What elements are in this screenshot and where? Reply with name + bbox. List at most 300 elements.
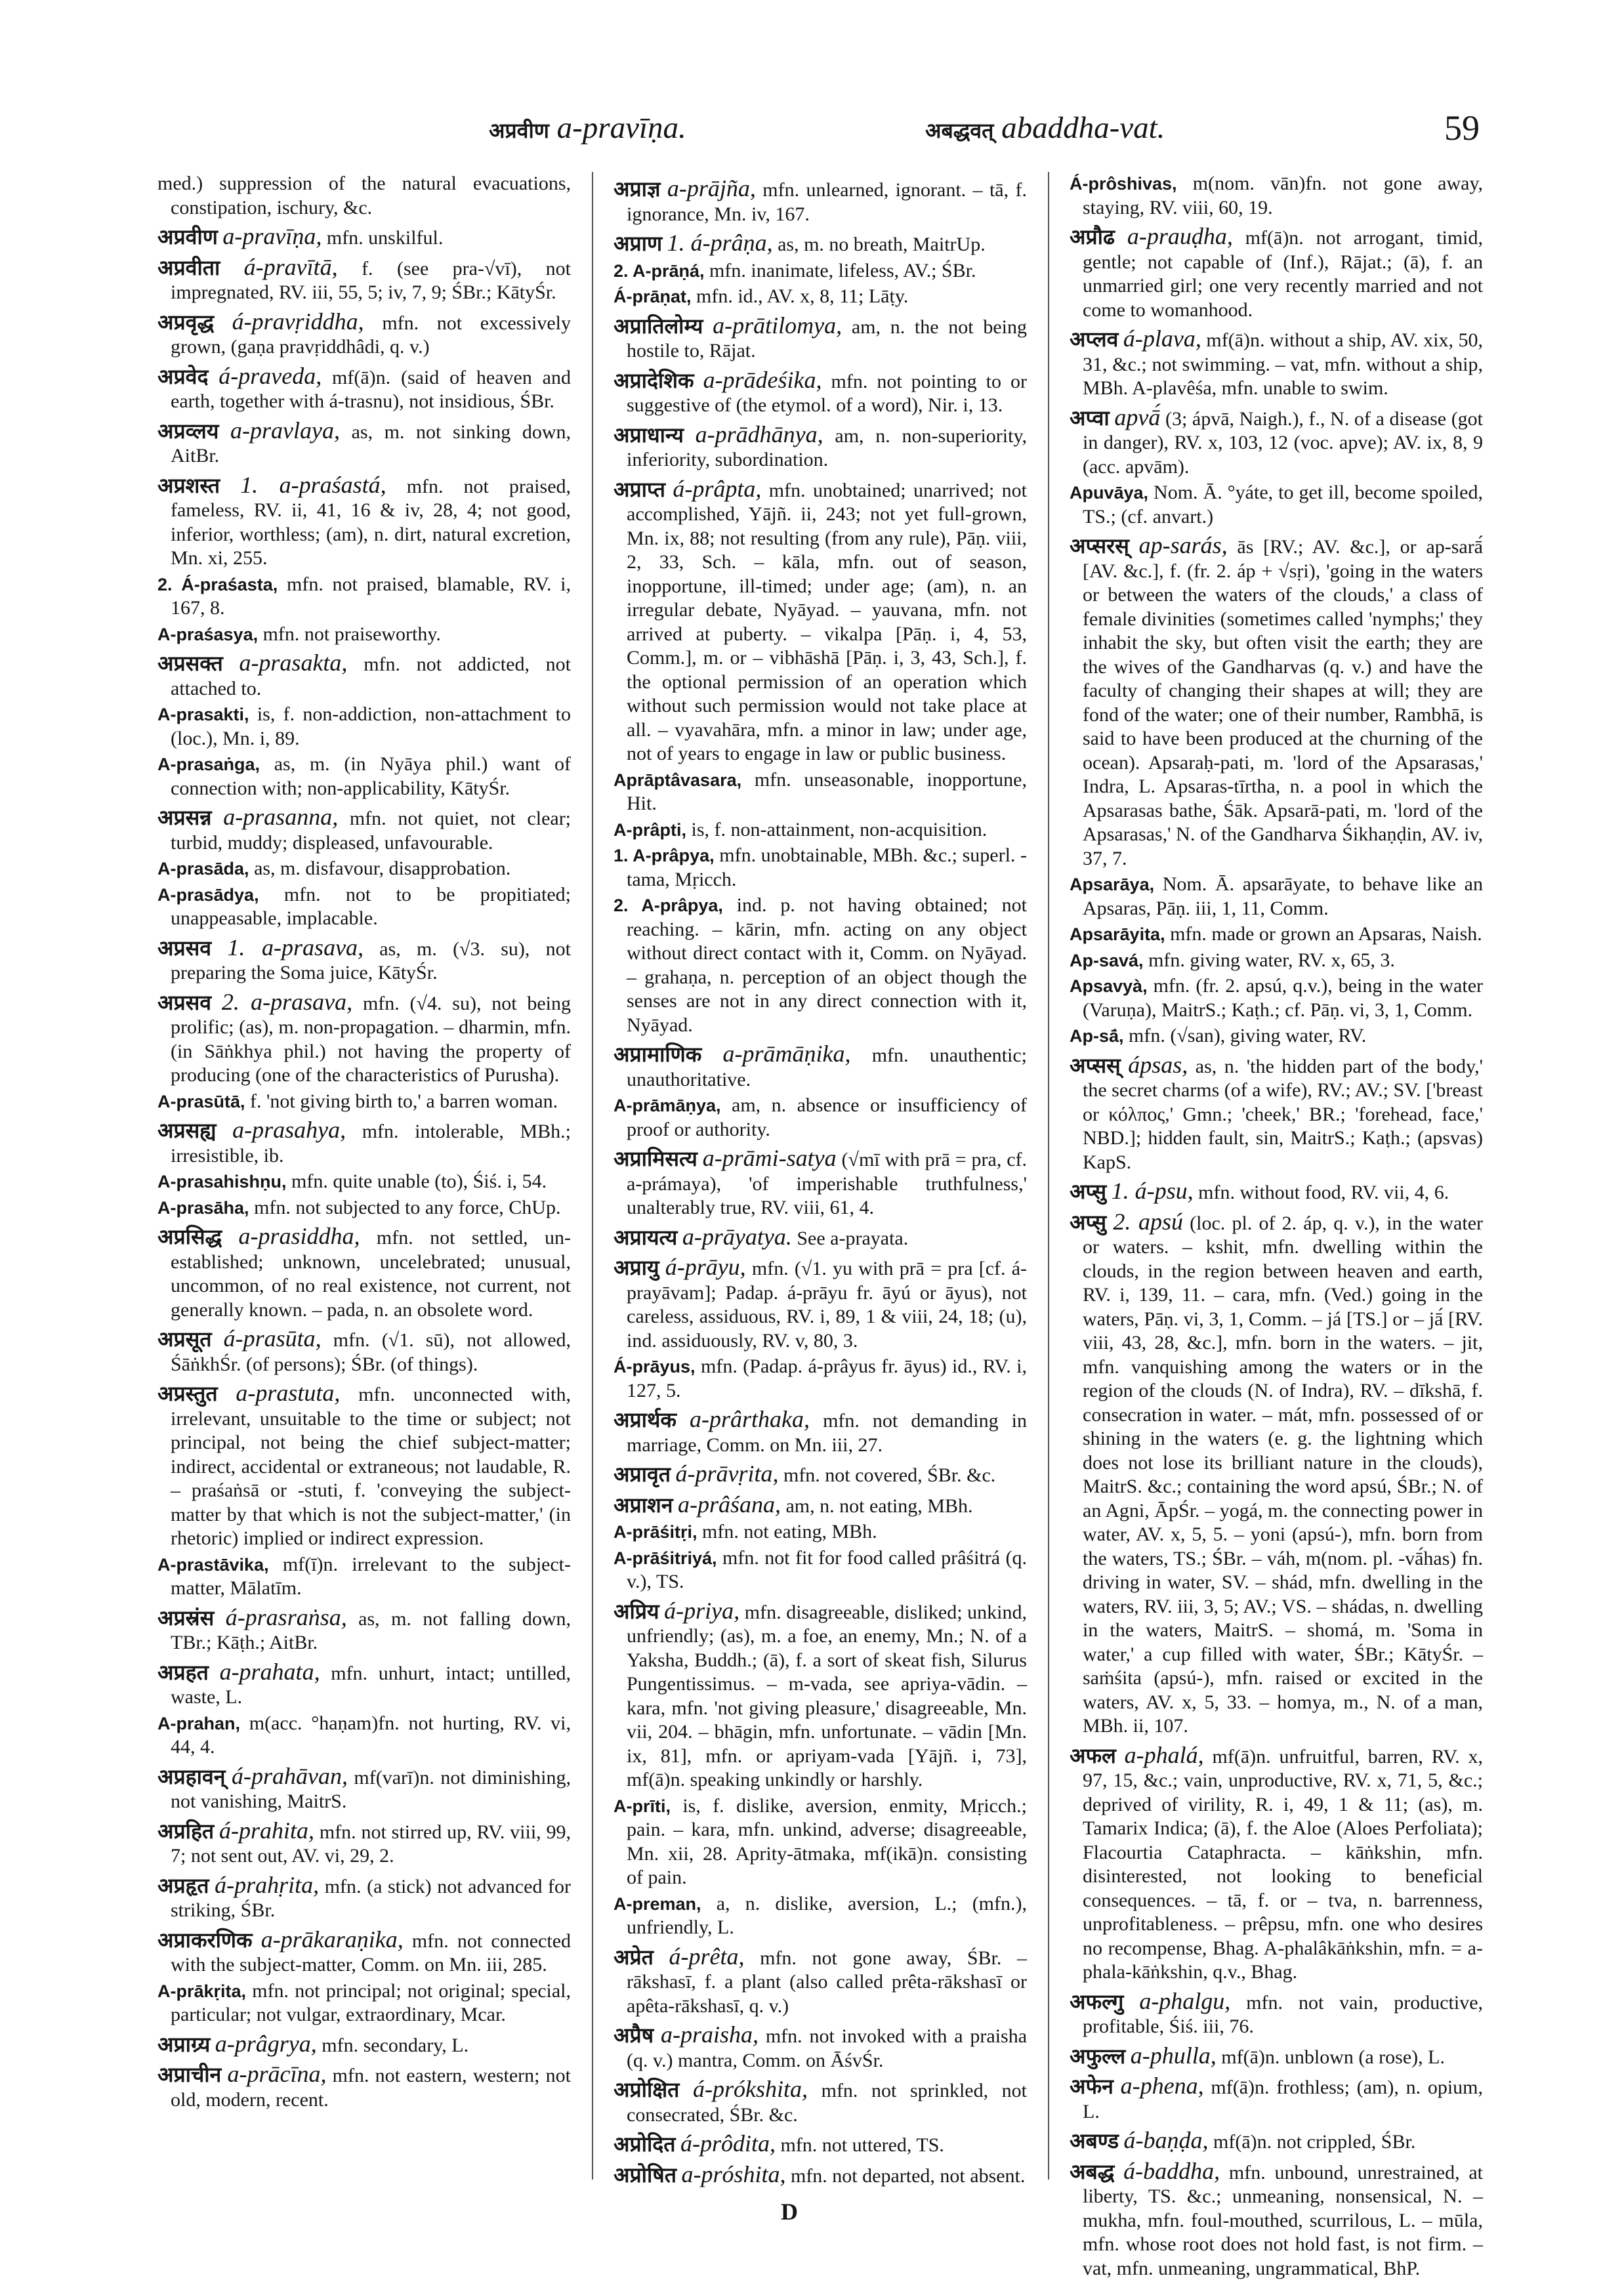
definition-text: as, m. no breath, MaitrUp. bbox=[778, 234, 986, 255]
headword-devanagari: अफुल्ल bbox=[1070, 2043, 1126, 2069]
column-1 bbox=[157, 172, 571, 2180]
sub-headword: Apsarāyita, bbox=[1070, 924, 1165, 944]
headword-transliteration: a-prâśana, bbox=[677, 1491, 781, 1518]
definition-text: mfn. id., AV. x, 8, 11; Lāṭy. bbox=[696, 285, 909, 307]
dictionary-entry bbox=[1070, 1053, 1483, 1175]
definition-text: is, f. non-addiction, non-attachment to (loc.), Mn. i, 89. bbox=[171, 703, 571, 749]
definition-text: mfn. not eastern, western; not old, modern, recent. bbox=[171, 2065, 571, 2111]
dictionary-entry bbox=[157, 419, 571, 468]
definition-text: ind. p. not having obtained; not reaching. – kārin, mfn. acting on any object without direct contact with it, Comm. on Nyāyad. – grahaṇa, n. perception of an object though the senses are not in any direct connection with it, Nyāyad. bbox=[627, 894, 1027, 1036]
definition-text: am, n. absence or insufficiency of proof or authority. bbox=[627, 1094, 1027, 1140]
dictionary-entry bbox=[157, 310, 571, 360]
dictionary-entry bbox=[157, 364, 571, 414]
dictionary-entry bbox=[157, 1381, 571, 1551]
sub-headword: A-prastāvika, bbox=[157, 1554, 269, 1575]
headword-devanagari: अप्रसूत bbox=[157, 1327, 212, 1352]
definition-text: (3; ápvā, Naigh.), f., N. of a disease (got in danger), RV. x, 103, 12 (voc. apve); AV. ix, 8, 9 (acc. apvām). bbox=[1083, 407, 1484, 478]
column-divider-1 bbox=[592, 172, 593, 2180]
headword-transliteration: 1. a-prasava, bbox=[227, 934, 364, 961]
definition-text: mfn. (√1. sū), not allowed, ŚāṅkhŚr. (of persons); ŚBr. (of things). bbox=[171, 1329, 572, 1375]
headword-transliteration: a-prârthaka, bbox=[690, 1406, 810, 1432]
definition-text: mfn. (√4. su), not being prolific; (as), m. non-propagation. – dharmin, mfn. (in Sāṅkhya phil.) not having the property of producing (one of the characteristics of Purusha). bbox=[171, 992, 571, 1086]
headword-devanagari: अप्वा bbox=[1070, 405, 1110, 430]
dictionary-entry bbox=[614, 2023, 1027, 2073]
headword-transliteration: ap-sarás, bbox=[1138, 532, 1228, 558]
dictionary-entry bbox=[157, 1928, 571, 1977]
headword-devanagari: अप्रसव bbox=[157, 989, 212, 1015]
dictionary-entry bbox=[614, 1407, 1027, 1457]
definition-text: mfn. not connected with the subject-matter, Comm. on Mn. iii, 285. bbox=[171, 1930, 572, 1975]
sub-entry bbox=[614, 259, 1027, 283]
headword-devanagari: अप्रोक्षित bbox=[614, 2077, 680, 2102]
headword-transliteration: á-prâpta, bbox=[673, 475, 762, 502]
definition-text: f. (see pra-√vī), not impregnated, RV. iii, 55, 5; iv, 7, 9; ŚBr.; KātyŚr. bbox=[171, 257, 571, 303]
sub-headword: A-prāśitṛi, bbox=[614, 1522, 697, 1542]
definition-text: mfn. not praised, blamable, RV. i, 167, 8. bbox=[171, 573, 571, 619]
sub-headword: A-prasaṅga, bbox=[157, 755, 260, 774]
definition-text: mfn. not gone away, ŚBr. – rākshasī, f. a plant (also called prêta-rākshasī or apêta-rākshasī, q. v.) bbox=[627, 1947, 1027, 2017]
definition-text: mfn. not sprinkled, not consecrated, ŚBr. &c. bbox=[627, 2080, 1028, 2126]
sub-entry bbox=[614, 1355, 1027, 1403]
sub-headword: A-prasūtā, bbox=[157, 1091, 245, 1111]
headword-transliteration: a-prahata, bbox=[219, 1658, 320, 1685]
definition-text: mfn. not stirred up, RV. viii, 99, 7; not sent out, AV. vi, 29, 2. bbox=[171, 1821, 572, 1867]
definition-text: mfn. not demanding in marriage, Comm. on Mn. iii, 27. bbox=[627, 1410, 1027, 1456]
sub-headword: 1. A-prâpya, bbox=[614, 846, 715, 865]
headword-devanagari: अप्राज्ञ bbox=[614, 176, 661, 201]
definition-text: (loc. pl. of 2. áp, q. v.), in the water or waters. – kshit, mfn. dwelling within the clouds, in the region between heaven and earth, RV. i, 139, 11. – cara, mfn. (Ved.) going in the waters, Pāṇ. vi, 3, 1, Comm. – já [TS.] or – jā́ [RV. viii, 43, 28, &c.], mfn. born in the waters. – jit, mfn. vanquishing among the waters or in the region of the clouds (N. of Indra), RV. – dīkshā, f. consecration in water. – mát, mfn. possessed of or shining in the waters (e. g. the lightning which does not lose its brilliant nature in the clouds), MaitrS. &c.; containing the word apsú, ŚBr.; N. of an Agni, ĀpŚr. – yogá, m. the connecting power in water, AV. x, 5, 5. – yoni (apsú-), mfn. born from the waters, TS.; ŚBr. – váh, m(nom. pl. -vā́has) fn. driving in water, SV. – shád, mfn. dwelling in the waters, RV. iii, 3, 5; AV.; VS. – shádas, n. dwelling in the waters, MaitrS. – shomá, m. 'Soma in water,' a cup filled with water, ŚBr.; KātyŚr. – saṁśita (apsú-), mfn. raised or excited in the waters, AV. x, 5, 33. – homya, m., N. of a man, MBh. ii, 107. bbox=[1083, 1212, 1484, 1737]
definition-text: mfn. not pointing to or suggestive of (the etymol. of a word), Nir. i, 13. bbox=[627, 370, 1028, 416]
definition-text: mfn. secondary, L. bbox=[322, 2034, 469, 2056]
sub-headword: Apuvāya, bbox=[1070, 483, 1149, 503]
headword-devanagari: अप्राचीन bbox=[157, 2062, 222, 2087]
sub-headword: Aprāptâvasara, bbox=[614, 770, 742, 790]
definition-text: mfn. unlearned, ignorant. – tā, f. ignorance, Mn. iv, 167. bbox=[627, 179, 1028, 225]
dictionary-entry bbox=[614, 1255, 1027, 1353]
definition-text: mfn. unauthentic; unauthoritative. bbox=[627, 1044, 1027, 1090]
headword-transliteration: á-prahita, bbox=[219, 1817, 315, 1844]
headword-devanagari: अबद्ध bbox=[1070, 2159, 1115, 2184]
headword-transliteration: á-pravītā, bbox=[243, 253, 338, 280]
headword-transliteration: a-prācīna, bbox=[227, 2061, 327, 2087]
definition-text: mfn. not settled, un-established; unknown, uncelebrated; unusual, uncommon, of no real existence, not current, not generally known. – pada, n. an obsolete word. bbox=[171, 1227, 571, 1321]
sub-entry bbox=[614, 285, 1027, 309]
header-right-headword bbox=[925, 110, 1165, 146]
definition-text: am, n. the not being hostile to, Rājat. bbox=[627, 316, 1027, 362]
definition-text: mfn. (√san), giving water, RV. bbox=[1129, 1025, 1367, 1046]
headword-devanagari: अप्रसव bbox=[157, 935, 212, 961]
definition-text: mfn. without food, RV. vii, 4, 6. bbox=[1198, 1182, 1449, 1203]
headword-devanagari: अप्रसन्न bbox=[157, 805, 212, 830]
headword-devanagari: अप्राग्र्य bbox=[157, 2031, 211, 2057]
headword-devanagari: अप्रहत bbox=[157, 1659, 209, 1685]
sub-entry bbox=[614, 1892, 1027, 1940]
headword-transliteration: ápsas, bbox=[1128, 1051, 1188, 1078]
headword-devanagari: अप्रहित bbox=[157, 1818, 215, 1844]
dictionary-entry bbox=[157, 473, 571, 571]
sub-headword: A-prasakti, bbox=[157, 705, 249, 724]
dictionary-entry bbox=[614, 423, 1027, 472]
headword-devanagari: अफेन bbox=[1070, 2074, 1114, 2099]
dictionary-entry bbox=[157, 1327, 571, 1376]
header-right-devanagari: अबद्धवत् bbox=[925, 118, 994, 143]
sub-entry bbox=[614, 844, 1027, 892]
headword-transliteration: á-prasraṅsa, bbox=[225, 1603, 347, 1630]
page-number: 59 bbox=[1444, 108, 1480, 148]
headword-devanagari: अप्रस्तुत bbox=[157, 1381, 218, 1406]
headword-transliteration: 1. á-prâṇa, bbox=[667, 230, 773, 256]
headword-transliteration: a-prāmāṇika, bbox=[722, 1041, 851, 1067]
headword-devanagari: अबण्ड bbox=[1070, 2128, 1119, 2153]
signature-mark: D bbox=[781, 2199, 798, 2225]
definition-text: m(nom. vān)fn. not gone away, staying, RV. viii, 60, 19. bbox=[1083, 173, 1483, 218]
definition-text: mfn. unhurt, intact; untilled, waste, L. bbox=[171, 1662, 572, 1708]
definition-text: mfn. not covered, ŚBr. &c. bbox=[783, 1464, 996, 1486]
definition-text: ās [RV.; AV. &c.], or ap-sarā́ [AV. &c.], f. (fr. 2. áp + √sṛi), 'going in the waters or between the waters of the clouds,' a class of female divinities (sometimes called 'nymphs;' they inhabit the sky, but often visit the earth; they are the wives of the Gandharvas (q. v.) and have the faculty of changing their shapes at will; they are fond of the water; one of their number, Rambhā, is said to have been produced at the churning of the ocean). Apsaraḥ-pati, m. 'lord of the Apsarasas,' Indra, L. Apsaras-tīrtha, n. a pool in which the Apsarasas bathe, Śāk. Apsarā-pati, m. 'lord of the Apsarasas,' N. of the Gandharva Śikhaṇḍin, AV. iv, 37, 7. bbox=[1083, 536, 1484, 869]
dictionary-entry bbox=[157, 1224, 571, 1322]
dictionary-entry bbox=[614, 1042, 1027, 1092]
definition-text: mfn. not quiet, not clear; turbid, muddy; displeased, unfavourable. bbox=[171, 808, 572, 854]
headword-devanagari: अप्रवीण bbox=[157, 224, 218, 249]
sub-entry bbox=[614, 1794, 1027, 1890]
column-3 bbox=[1070, 172, 1484, 2279]
sub-entry bbox=[157, 857, 571, 881]
headword-transliteration: a-phalgu, bbox=[1139, 1987, 1231, 2014]
headword-transliteration: a-prājña, bbox=[667, 175, 756, 201]
sub-entry bbox=[1070, 974, 1483, 1022]
sub-entry bbox=[1070, 481, 1483, 529]
definition-text: mfn. unskilful. bbox=[326, 227, 444, 249]
dictionary-entry bbox=[614, 1462, 1027, 1488]
headword-devanagari: अप्रसक्त bbox=[157, 651, 223, 676]
definition-text: is, f. dislike, aversion, enmity, Mṛicch.; pain. – kara, mfn. unkind, adverse; disagreeable, Mn. xii, 28. Aprity-ātmaka, mf(ikā)n. consisting of pain. bbox=[627, 1794, 1028, 1888]
column-2 bbox=[614, 172, 1028, 2187]
headword-devanagari: अप्रायु bbox=[614, 1255, 659, 1280]
dictionary-entry bbox=[614, 2162, 1027, 2189]
sub-entry bbox=[157, 573, 571, 621]
sub-headword: A-prahan, bbox=[157, 1713, 241, 1733]
headword-transliteration: a-phulla, bbox=[1130, 2042, 1217, 2069]
definition-text: f. 'not giving birth to,' a barren woman. bbox=[250, 1090, 558, 1112]
dictionary-entry bbox=[157, 255, 571, 305]
dictionary-entry bbox=[157, 1118, 571, 1168]
sub-entry bbox=[157, 1170, 571, 1194]
definition-text: mfn. not principal; not original; special, particular; not vulgar, extraordinary, Mcar. bbox=[171, 1979, 571, 2025]
headword-transliteration: a-prāmi-satya bbox=[702, 1145, 837, 1171]
sub-headword: A-prâpti, bbox=[614, 819, 686, 840]
dictionary-entry bbox=[1070, 1989, 1483, 2039]
sub-entry bbox=[157, 883, 571, 931]
definition-text: mf(ā)n. without a ship, AV. xix, 50, 31, &c.; not swimming. – vat, mfn. without a ship, MBh. A-plavêśa, mfn. unable to swim. bbox=[1083, 329, 1483, 399]
definition-text: mfn. not departed, not absent. bbox=[790, 2164, 1026, 2187]
dictionary-entry bbox=[614, 1945, 1027, 2019]
sub-entry bbox=[1070, 873, 1483, 920]
definition-text: mf(ā)n. not arrogant, timid, gentle; not capable of (Inf.), Rājat.; (ā), f. an unmarried girl; one very recently married and not come to womanhood. bbox=[1083, 227, 1483, 321]
headword-transliteration: a-prastuta, bbox=[236, 1380, 341, 1406]
dictionary-entry bbox=[157, 1819, 571, 1869]
headword-devanagari: अप्रामिसत्य bbox=[614, 1146, 697, 1171]
definition-text: med.) suppression of the natural evacuations, constipation, ischury, &c. bbox=[157, 173, 571, 218]
definition-text: mfn. unconnected with, irrelevant, unsuitable to the time or subject; not principal, not being the chief subject-matter; indirect, accidental or extraneous; not laudable, R. – praśaṅsā or -stuti, f. 'conveying the subject-matter by that which is not the subject-matter,' (in rhetoric) implied or indirect expression. bbox=[171, 1384, 571, 1549]
dictionary-entry bbox=[614, 1225, 1027, 1251]
headword-transliteration: á-prêta, bbox=[669, 1943, 745, 1970]
definition-text: mf(ā)n. unfruitful, barren, RV. x, 97, 15, &c.; vain, unproductive, RV. x, 71, 5, &c.; deprived of virility, R. i, 49, 1 & 11; (as), m. Tamarix Indica; (ā), f. the Aloe (Aloes Perfoliata); Flacourtia Cataphracta. – kāṅkshin, mfn. disinterested, not looking to beneficial consequences. – tā, f. or – tva, n. barrenness, unprofitableness. – prêpsu, mfn. one who desires no recompense, Bhag. A-phalâkāṅkshin, mfn. = a-phala-kāṅkshin, q.v., Bhag. bbox=[1083, 1745, 1483, 1983]
definition-text: mfn. unobtained; unarrived; not accomplished, Yājñ. ii, 243; not yet full-grown, Mn. ix, 88; not resulting (from any rule), Pāṇ. viii, 2, 33, Sch. – kāla, mfn. out of season, inopportune, ill-timed; under age; (am), n. an irregular debate, Nyāyad. – yauvana, mfn. not arrived at puberty. – vikalpa [Pāṇ. i, 4, 53, Comm.], m. or – vibhāshā [Pāṇ. i, 3, 43, Sch.], f. the optional permission of an operation which without such permission would not take place at all. – vyavahāra, mfn. a minor in law; under age, not of years to engage in law or public business. bbox=[627, 479, 1027, 764]
headword-transliteration: a-prasahya, bbox=[232, 1117, 346, 1143]
headword-transliteration: a-phena, bbox=[1120, 2073, 1204, 2099]
headword-transliteration: 1. á-psu, bbox=[1111, 1178, 1194, 1204]
definition-text: mfn. not invoked with a praisha (q. v.) mantra, Comm. on ĀśvŚr. bbox=[627, 2025, 1028, 2071]
headword-devanagari: अप्रहावन् bbox=[157, 1764, 226, 1789]
dictionary-entry bbox=[614, 2132, 1027, 2158]
headword-devanagari: अप्रैष bbox=[614, 2023, 654, 2048]
definition-text: as, m. not falling down, TBr.; Kāṭh.; AitBr. bbox=[171, 1607, 572, 1653]
headword-devanagari: अप्रावृत bbox=[614, 1462, 671, 1487]
headword-devanagari: अप्राप्त bbox=[614, 476, 666, 502]
sub-entry bbox=[614, 894, 1027, 1037]
dictionary-entry bbox=[1070, 2044, 1483, 2070]
dictionary-entry bbox=[614, 368, 1027, 418]
definition-text: m(acc. °haṇam)fn. not hurting, RV. vi, 44, 4. bbox=[171, 1712, 572, 1758]
headword-transliteration: 2. apsú bbox=[1113, 1208, 1183, 1235]
sub-entry bbox=[614, 1546, 1027, 1594]
definition-text: See a-prayata. bbox=[797, 1227, 909, 1249]
headword-devanagari: अप्रसिद्ध bbox=[157, 1224, 222, 1249]
definition-text: as, n. 'the hidden part of the body,' the secret charms (of a wife), RV.; AV.; SV. ['breast or κόλπος,' Gmn.; 'cheek,' BR.; 'forehead, face,' NBD.]; hidden fault, sin, MaitrS.; Kaṭh.; (apsvas) KapS. bbox=[1083, 1055, 1484, 1173]
headword-devanagari: अप्रव्लय bbox=[157, 418, 219, 444]
dictionary-entry bbox=[614, 477, 1027, 766]
headword-devanagari: अप्रस्रंस bbox=[157, 1605, 215, 1630]
dictionary-entry bbox=[614, 1493, 1027, 1519]
headword-devanagari: अप्राशन bbox=[614, 1492, 673, 1518]
sub-headword: A-prasādya, bbox=[157, 884, 259, 905]
headword-devanagari: अप्सरस् bbox=[1070, 533, 1129, 558]
definition-text: mfn. (√1. yu with prā = pra [cf. á-prayāvam]; Padap. á-prāyu fr. āyú or āyus), not careless, assiduous, RV. i, 89, 1 & viii, 24, 18; (u), ind. assiduously, RV. v, 80, 3. bbox=[627, 1258, 1028, 1352]
definition-text: mfn. not addicted, not attached to. bbox=[171, 653, 572, 699]
definition-text: mfn. intolerable, MBh.; irresistible, ib. bbox=[171, 1121, 572, 1167]
headword-transliteration: a-próshita, bbox=[681, 2161, 786, 2187]
headword-devanagari: अप्राकरणिक bbox=[157, 1927, 253, 1953]
entry-continuation bbox=[157, 172, 571, 220]
dictionary-entry bbox=[614, 1599, 1027, 1792]
headword-devanagari: अप्राधान्य bbox=[614, 422, 684, 447]
headword-transliteration: a-prādeśika, bbox=[703, 366, 822, 393]
definition-text: is, f. non-attainment, non-acquisition. bbox=[691, 818, 988, 840]
definition-text: mfn. (Padap. á-prâyus fr. āyus) id., RV. i, 127, 5. bbox=[627, 1355, 1027, 1401]
dictionary-entry bbox=[157, 1605, 571, 1655]
headword-devanagari: अप्रार्थक bbox=[614, 1407, 677, 1432]
definition-text: as, m. (√3. su), not preparing the Soma juice, KātyŚr. bbox=[171, 938, 571, 983]
dictionary-entry bbox=[1070, 405, 1483, 480]
sub-headword: A-prasāha, bbox=[157, 1197, 249, 1218]
headword-devanagari: अप्रोषित bbox=[614, 2162, 677, 2187]
headword-devanagari: अप्रामाणिक bbox=[614, 1042, 702, 1067]
headword-transliteration: a-pravlaya, bbox=[230, 417, 340, 444]
definition-text: mfn. not praiseworthy. bbox=[262, 623, 441, 645]
headword-devanagari: अप्सु bbox=[1070, 1179, 1107, 1204]
sub-entry bbox=[1070, 922, 1483, 947]
headword-transliteration: á-baddha, bbox=[1123, 2157, 1220, 2184]
dictionary-entry bbox=[1070, 1179, 1483, 1205]
dictionary-entry bbox=[1070, 224, 1483, 322]
dictionary-entry bbox=[1070, 2074, 1483, 2124]
definition-text: a, n. dislike, aversion, L.; (mfn.), unfriendly, L. bbox=[627, 1892, 1027, 1938]
dictionary-entry bbox=[157, 2062, 571, 2112]
header-left-headword bbox=[489, 110, 686, 146]
sub-headword: A-prasahishṇu, bbox=[157, 1172, 287, 1191]
dictionary-entry bbox=[1070, 327, 1483, 401]
headword-transliteration: á-baṇḍa, bbox=[1123, 2127, 1209, 2153]
headword-devanagari: अप्रवृद्ध bbox=[157, 309, 215, 335]
sub-headword: A-prāmāṇya, bbox=[614, 1096, 721, 1115]
definition-text: Nom. Ā. °yáte, to get ill, become spoiled, TS.; (cf. anvart.) bbox=[1083, 482, 1483, 527]
sub-entry bbox=[1070, 1024, 1483, 1048]
headword-devanagari: अप्रातिलोम्य bbox=[614, 313, 703, 339]
sub-entry bbox=[614, 1094, 1027, 1142]
sub-entry bbox=[157, 1979, 571, 2027]
headword-transliteration: á-prāvṛita, bbox=[675, 1460, 779, 1487]
dictionary-entry bbox=[157, 651, 571, 701]
headword-devanagari: अप्रोदित bbox=[614, 2132, 676, 2157]
definition-text: as, m. disfavour, disapprobation. bbox=[254, 858, 511, 879]
headword-transliteration: á-prahāvan, bbox=[231, 1762, 348, 1789]
dictionary-entry bbox=[1070, 1743, 1483, 1985]
sub-headword: 2. A-prâpya, bbox=[614, 896, 723, 915]
definition-text: mf(ī)n. irrelevant to the subject-matter, Mālatīm. bbox=[171, 1553, 571, 1599]
headword-transliteration: á-prasūta, bbox=[223, 1325, 322, 1352]
definition-text: am, n. not eating, MBh. bbox=[785, 1495, 973, 1517]
headword-devanagari: अप्रशस्त bbox=[157, 472, 220, 498]
headword-transliteration: a-prāyatya. bbox=[682, 1223, 792, 1250]
headword-devanagari: अप्रिय bbox=[614, 1598, 659, 1624]
definition-text: mfn. not uttered, TS. bbox=[780, 2134, 944, 2156]
sub-headword: A-prīti, bbox=[614, 1796, 671, 1816]
dictionary-entry bbox=[157, 805, 571, 855]
dictionary-entry bbox=[614, 2077, 1027, 2127]
headword-devanagari: अफल bbox=[1070, 1743, 1116, 1768]
definition-text: mfn. (fr. 2. apsú, q.v.), being in the water (Varuṇa), MaitrS.; Kaṭh.; cf. Pāṇ. vi, 3, 1, Comm. bbox=[1083, 975, 1483, 1021]
headword-transliteration: apvā́ bbox=[1114, 403, 1161, 430]
sub-headword: Á-prāyus, bbox=[614, 1357, 696, 1376]
dictionary-entry bbox=[157, 1873, 571, 1923]
headword-transliteration: á-pravṛiddha, bbox=[232, 308, 364, 335]
headword-devanagari: अप्लव bbox=[1070, 327, 1119, 352]
definition-text: mfn. unbound, unrestrained, at liberty, TS. &c.; unmeaning, nonsensical, N. – mukha, mfn. foul-mouthed, scurrilous, L. – mūla, mfn. whose root does not hold fast, is not firm. – vat, mfn. unmeaning, ungrammatical, BhP. bbox=[1083, 2161, 1484, 2279]
dictionary-entry bbox=[1070, 1210, 1483, 1739]
dictionary-entry bbox=[157, 990, 571, 1088]
headword-devanagari: अप्रवेद bbox=[157, 363, 209, 389]
dictionary-entry bbox=[1070, 2128, 1483, 2155]
sub-headword: Apsavyà, bbox=[1070, 976, 1148, 996]
headword-transliteration: a-prākaraṇika, bbox=[260, 1926, 404, 1953]
sub-headword: Á-prāṇat, bbox=[614, 287, 692, 306]
header-right-latin: abaddha-vat. bbox=[1001, 111, 1165, 145]
headword-transliteration: 1. a-praśastá, bbox=[240, 471, 386, 498]
headword-transliteration: a-praisha, bbox=[660, 2021, 759, 2048]
headword-transliteration: á-priya, bbox=[664, 1597, 740, 1624]
definition-text: mfn. not fit for food called prâśitrá (q. v.), TS. bbox=[627, 1546, 1027, 1592]
definition-text: as, m. not sinking down, AitBr. bbox=[171, 421, 572, 466]
headword-transliteration: a-prasiddha, bbox=[238, 1223, 360, 1249]
headword-transliteration: 2. a-prasava, bbox=[221, 988, 353, 1015]
sub-entry bbox=[1070, 949, 1483, 973]
definition-text: mfn. quite unable (to), Śiś. i, 54. bbox=[291, 1170, 547, 1192]
sub-entry bbox=[157, 1196, 571, 1220]
headword-transliteration: á-prókshita, bbox=[693, 2076, 808, 2102]
headword-devanagari: अप्रहृत bbox=[157, 1872, 209, 1898]
sub-entry bbox=[1070, 172, 1483, 220]
dictionary-entry bbox=[157, 1764, 571, 1814]
definition-text: mfn. not subjected to any force, ChUp. bbox=[254, 1196, 561, 1218]
sub-entry bbox=[614, 768, 1027, 816]
sub-entry bbox=[157, 623, 571, 647]
dictionary-entry bbox=[1070, 2159, 1483, 2281]
sub-headword: A-preman, bbox=[614, 1893, 701, 1914]
sub-headword: A-prāśitriyá, bbox=[614, 1548, 717, 1568]
headword-devanagari: अप्रवीता bbox=[157, 255, 220, 280]
definition-text: mfn. (a stick) not advanced for striking, ŚBr. bbox=[171, 1875, 572, 1921]
dictionary-entry bbox=[157, 936, 571, 985]
definition-text: mfn. not vain, productive, profitable, Śiś. iii, 76. bbox=[1083, 1991, 1484, 2037]
definition-text: mf(ā)n. (said of heaven and earth, together with á-trasnu), not insidious, ŚBr. bbox=[171, 366, 571, 412]
dictionary-entry bbox=[614, 176, 1027, 226]
sub-headword: Ap-savá, bbox=[1070, 950, 1144, 970]
header-left-devanagari: अप्रवीण bbox=[489, 118, 549, 143]
definition-text: mfn. unseasonable, inopportune, Hit. bbox=[627, 768, 1028, 814]
definition-text: Nom. Ā. apsarāyate, to behave like an Apsaras, Pāṇ. iii, 1, 11, Comm. bbox=[1083, 873, 1483, 919]
definition-text: (√mī with prā = pra, cf. a-prámaya), 'of imperishable truthfulness,' unalterably true, RV. viii, 61, 4. bbox=[627, 1149, 1028, 1218]
definition-text: mfn. not praised, fameless, RV. ii, 41, 16 & iv, 28, 4; not good, inferior, worthless; (am), n. dirt, natural excretion, Mn. xi, 255. bbox=[171, 475, 572, 569]
definition-text: mfn. unobtainable, MBh. &c.; superl. -tama, Mṛicch. bbox=[627, 844, 1027, 890]
headword-transliteration: á-prāyu, bbox=[665, 1254, 746, 1280]
definition-text: mfn. inanimate, lifeless, AV.; ŚBr. bbox=[709, 259, 976, 281]
headword-devanagari: अप्रादेशिक bbox=[614, 367, 694, 393]
headword-transliteration: a-prādhānya, bbox=[695, 421, 823, 447]
sub-entry bbox=[614, 1520, 1027, 1544]
sub-headword: Ap-sā́, bbox=[1070, 1026, 1124, 1046]
headword-devanagari: अप्सु bbox=[1070, 1209, 1107, 1235]
headword-transliteration: a-prasanna, bbox=[223, 804, 339, 830]
sub-headword: A-praśasya, bbox=[157, 624, 259, 644]
sub-headword: Á-prôshivas, bbox=[1070, 174, 1177, 194]
headword-transliteration: a-pravīṇa, bbox=[222, 223, 322, 249]
headword-devanagari: अप्रायत्य bbox=[614, 1224, 678, 1250]
definition-text: mfn. disagreeable, disliked; unkind, unfriendly; (as), m. a foe, an enemy, Mn.; N. of a Yaksha, Buddh.; (ā), f. a sort of skeat fish, Silurus Pungentissimus. – m-vada, see apriya-vādin. – kara, mfn. 'not giving pleasure,' disagreeable, Mn. vii, 204. – bhāgin, mfn. unfortunate. – vādin [Mn. ix, 81], mfn. or apriyam-vada [Yājñ. i, 73], mf(ā)n. speaking unkindly or harshly. bbox=[627, 1601, 1028, 1790]
headword-transliteration: á-prôdita, bbox=[680, 2130, 776, 2157]
column-divider-2 bbox=[1048, 172, 1049, 2180]
definition-text: am, n. non-superiority, inferiority, subordination. bbox=[627, 424, 1028, 470]
sub-headword: Apsarāya, bbox=[1070, 875, 1155, 894]
sub-entry bbox=[157, 1090, 571, 1114]
definition-text: mf(ā)n. not crippled, ŚBr. bbox=[1213, 2131, 1416, 2153]
dictionary-entry bbox=[1070, 533, 1483, 871]
dictionary-entry bbox=[157, 2032, 571, 2058]
page-header bbox=[157, 110, 1480, 163]
sub-headword: 2. A-prāṇá, bbox=[614, 260, 705, 281]
dictionary-entry bbox=[614, 314, 1027, 363]
sub-headword: 2. Á-praśasta, bbox=[157, 574, 278, 594]
headword-devanagari: अप्राण bbox=[614, 231, 663, 256]
definition-text: mfn. not eating, MBh. bbox=[702, 1521, 877, 1542]
sub-entry bbox=[157, 703, 571, 751]
headword-devanagari: अप्रेत bbox=[614, 1944, 654, 1970]
headword-transliteration: á-plava, bbox=[1123, 325, 1201, 352]
header-left-latin: a-pravīṇa. bbox=[556, 111, 686, 145]
dictionary-entry bbox=[157, 224, 571, 251]
sub-headword: A-prākṛita, bbox=[157, 1981, 247, 2001]
sub-headword: A-prasāda, bbox=[157, 859, 249, 879]
definition-text: as, m. (in Nyāya phil.) want of connection with; non-applicability, KātyŚr. bbox=[171, 753, 571, 799]
